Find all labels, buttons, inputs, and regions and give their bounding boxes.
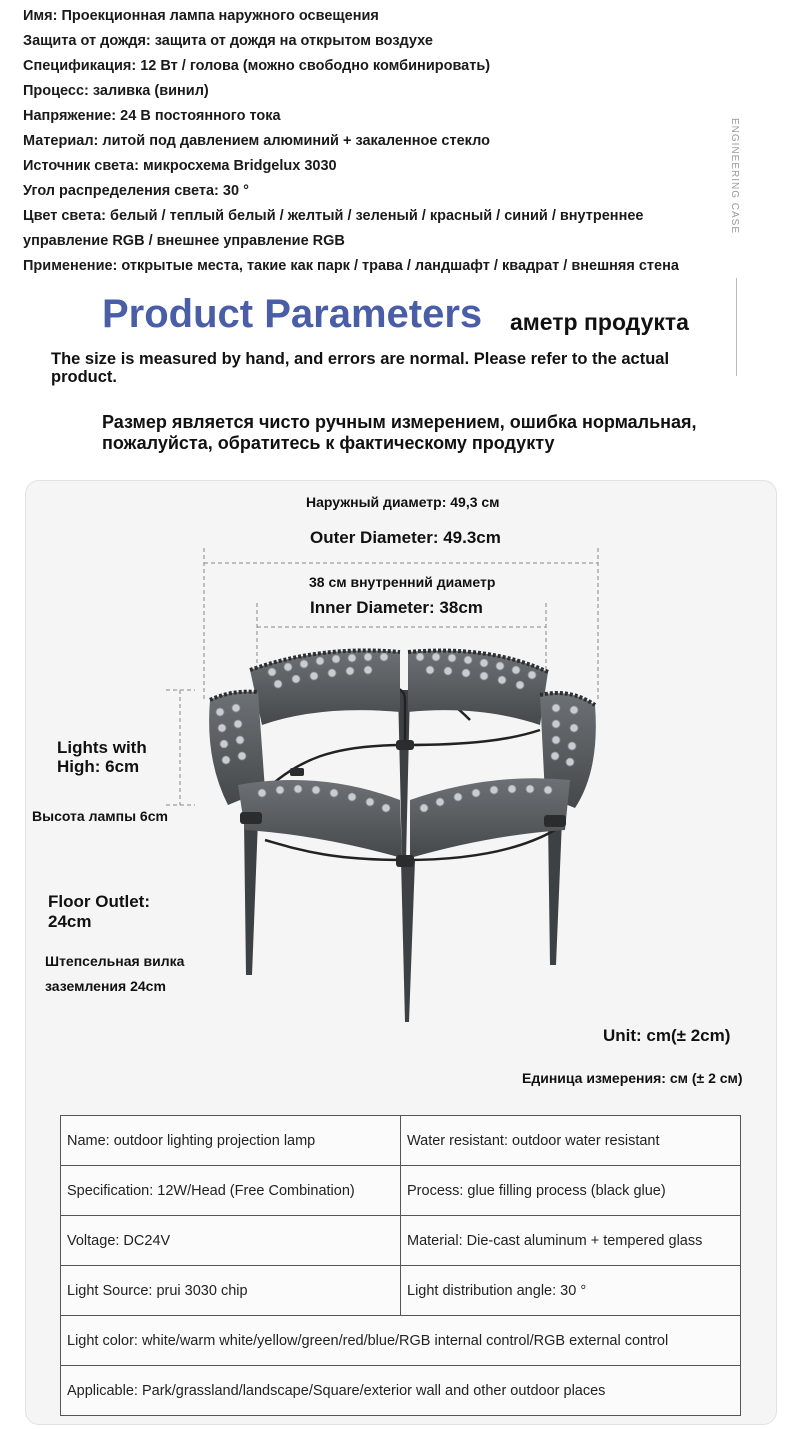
- lamp-head-back-right: [408, 651, 548, 725]
- inner-diameter-label-ru: 38 см внутренний диаметр: [309, 574, 496, 590]
- spec-light-source: Источник света: микросхема Bridgelux 3030: [23, 158, 337, 174]
- table-cell-angle: Light distribution angle: 30 °: [401, 1266, 741, 1316]
- outer-diameter-label-en: Outer Diameter: 49.3cm: [310, 528, 501, 547]
- measurement-note-ru: Размер является чисто ручным измерением, ошибка нормальная, пожалуйста, обратитесь к фактическому продукту: [102, 412, 697, 453]
- light-height-label-en-2: High: 6cm: [57, 757, 140, 776]
- height-dimension: [166, 690, 195, 805]
- spec-name: Имя: Проекционная лампа наружного освещения: [23, 8, 379, 24]
- spec-light-color: Цвет света: белый / теплый белый / желтый / зеленый / красный / синий / внутреннее управление RGB / внешнее управление RGB: [23, 208, 644, 249]
- parameters-table: [60, 1115, 741, 1416]
- unit-label-en: Unit: cm(± 2cm): [603, 1026, 731, 1045]
- floor-outlet-label-ru-2: заземления 24cm: [45, 978, 166, 994]
- spec-voltage: Напряжение: 24 В постоянного тока: [23, 108, 281, 124]
- measurement-note-en: The size is measured by hand, and errors are normal. Please refer to the actual product.: [51, 350, 670, 386]
- unit-label-ru: Единица измерения: см (± 2 см): [522, 1070, 743, 1086]
- table-cell-light-color: Light color: white/warm white/yellow/green/red/blue/RGB internal control/RGB external control: [61, 1316, 741, 1366]
- floor-outlet-label-ru-1: Штепсельная вилка: [45, 953, 185, 969]
- floor-outlet-label-en-1: Floor Outlet:: [48, 892, 150, 911]
- table-row: [61, 1216, 741, 1266]
- light-height-label-en-1: Lights with: [57, 738, 147, 757]
- engineering-case-watermark: ENGINEERING CASE: [729, 118, 740, 235]
- table-cell-name: Name: outdoor lighting projection lamp: [61, 1116, 401, 1166]
- table-row: [61, 1316, 741, 1366]
- table-row: [61, 1116, 741, 1166]
- spec-application: Применение: открытые места, такие как парк / трава / ландшафт / квадрат / внешняя стена: [23, 258, 679, 274]
- section-title-en: Product Parameters: [102, 292, 483, 336]
- spec-process: Процесс: заливка (винил): [23, 83, 209, 99]
- spec-angle: Угол распределения света: 30 °: [23, 183, 249, 199]
- table-cell-applicable: Applicable: Park/grassland/landscape/Square/exterior wall and other outdoor places: [61, 1366, 741, 1416]
- table-cell-voltage: Voltage: DC24V: [61, 1216, 401, 1266]
- table-cell-process: Process: glue filling process (black glue): [401, 1166, 741, 1216]
- table-cell-water: Water resistant: outdoor water resistant: [401, 1116, 741, 1166]
- floor-outlet-label-en-2: 24cm: [48, 912, 92, 931]
- light-height-label-ru: Высота лампы 6cm: [32, 808, 168, 824]
- spec-specification: Спецификация: 12 Вт / голова (можно свободно комбинировать): [23, 58, 491, 74]
- table-cell-specification: Specification: 12W/Head (Free Combination): [61, 1166, 401, 1216]
- table-cell-light-source: Light Source: prui 3030 chip: [61, 1266, 401, 1316]
- lamp-head-back-left: [250, 650, 400, 725]
- table-row: [61, 1366, 741, 1416]
- table-row: [61, 1266, 741, 1316]
- table-row: [61, 1166, 741, 1216]
- outer-diameter-label-ru: Наружный диаметр: 49,3 см: [306, 494, 500, 510]
- inner-diameter-label-en: Inner Diameter: 38cm: [310, 598, 483, 617]
- table-cell-material: Material: Die-cast aluminum + tempered glass: [401, 1216, 741, 1266]
- spec-rain: Защита от дождя: защита от дождя на открытом воздухе: [23, 33, 433, 49]
- section-title-ru: аметр продукта: [510, 309, 689, 335]
- spec-material: Материал: литой под давлением алюминий + закаленное стекло: [23, 133, 490, 149]
